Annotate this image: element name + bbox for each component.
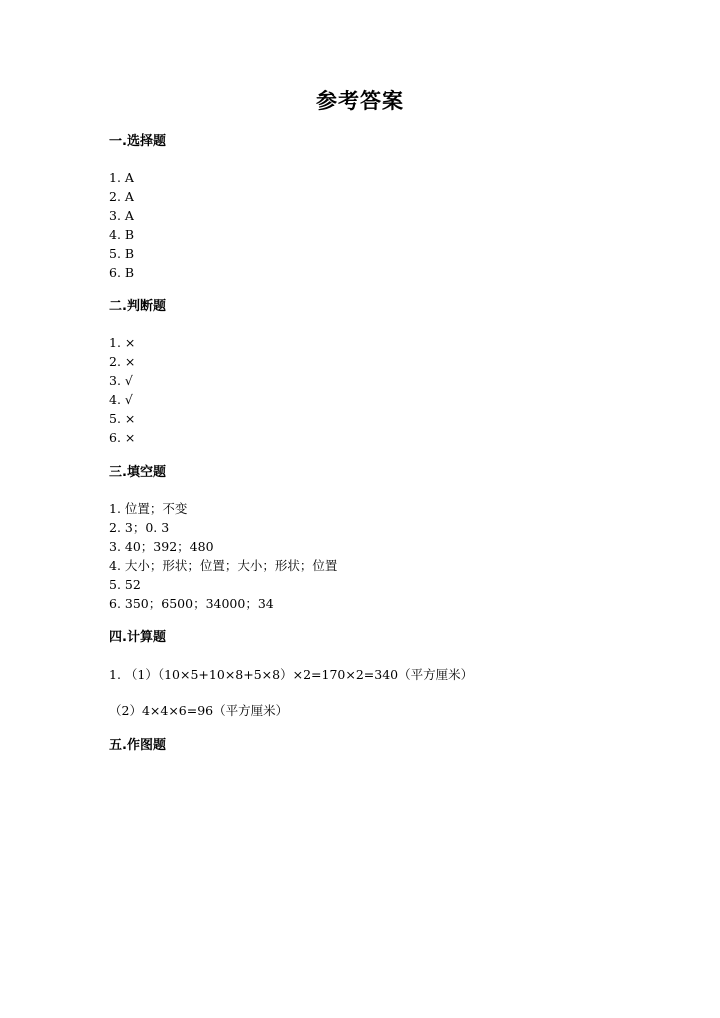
- answer-line: 1. ×: [109, 335, 136, 350]
- section-heading-calculation: 四.计算题: [109, 630, 166, 645]
- answer-line: 3. √: [109, 373, 133, 388]
- section-heading-judgement: 二.判断题: [109, 299, 166, 314]
- answer-line: 2. ×: [109, 354, 136, 369]
- answer-line: 3. 40；392；480: [109, 539, 214, 554]
- answer-line: （2）4×4×6=96（平方厘米）: [109, 703, 289, 718]
- answer-line: 1. A: [109, 170, 134, 185]
- answer-line: 5. B: [109, 246, 135, 261]
- answer-line: 4. B: [109, 227, 135, 242]
- answer-line: 2. 3；0. 3: [109, 520, 170, 535]
- answer-line: 4. √: [109, 392, 133, 407]
- answer-line: 3. A: [109, 208, 134, 223]
- page-title: 参考答案: [316, 89, 404, 113]
- answer-line: 1. 位置；不变: [109, 501, 188, 516]
- answer-line: 4. 大小；形状；位置；大小；形状；位置: [109, 558, 338, 573]
- section-heading-drawing: 五.作图题: [109, 738, 166, 753]
- section-heading-fill-blank: 三.填空题: [109, 465, 166, 480]
- answer-line: 5. ×: [109, 411, 136, 426]
- answer-line: 5. 52: [109, 577, 141, 592]
- answer-line: 6. ×: [109, 430, 136, 445]
- answer-line: 6. B: [109, 265, 135, 280]
- answer-line: 1. （1）（10×5+10×8+5×8）×2=170×2=340（平方厘米）: [109, 667, 474, 682]
- answer-line: 2. A: [109, 189, 134, 204]
- section-heading-choice: 一.选择题: [109, 134, 166, 149]
- answer-line: 6. 350；6500；34000；34: [109, 596, 274, 611]
